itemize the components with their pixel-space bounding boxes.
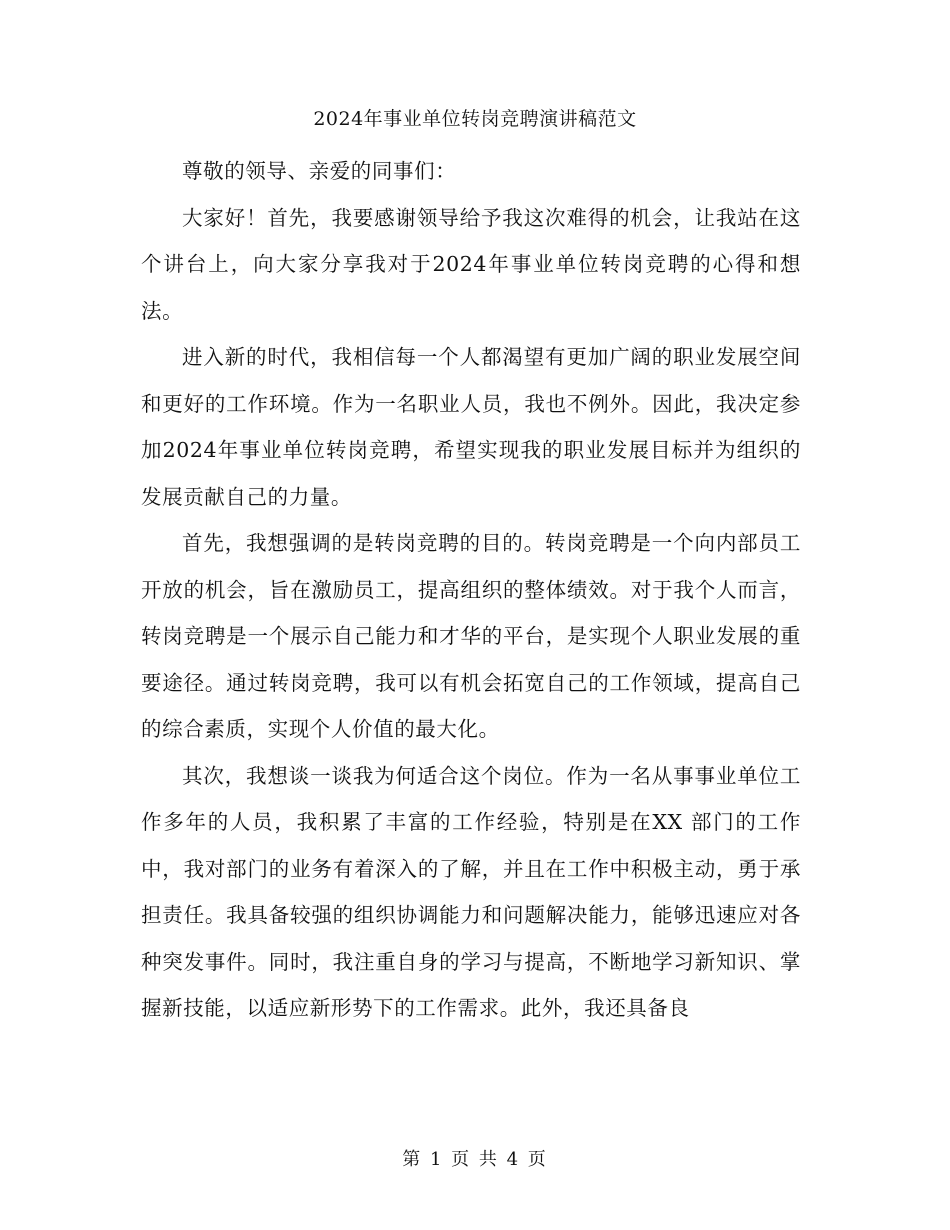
document-title: 2024年事业单位转岗竞聘演讲稿范文 bbox=[313, 108, 637, 130]
paragraph-qualification: 其次，我想谈一谈我为何适合这个岗位。作为一名从事事业单位工作多年的人员，我积累了丰富的工作经验，特别是在XX 部门的工作中，我对部门的业务有着深入的了解，并且在工作中积极主动，勇于承担责任。我具备较强的组织协调能力和问题解决能力，能够迅速应对各种突发事件。同时，我注重自身的学习与提高，不断地学习新知识、掌握新技能，以适应新形势下的工作需求。此外，我还具备良 bbox=[141, 763, 801, 1020]
paragraph-purpose: 首先，我想强调的是转岗竞聘的目的。转岗竞聘是一个向内部员工开放的机会，旨在激励员工，提高组织的整体绩效。对于我个人而言，转岗竞聘是一个展示自己能力和才华的平台，是实现个人职业发展的重要途径。通过转岗竞聘，我可以有机会拓宽自己的工作领域，提高自己的综合素质，实现个人价值的最大化。 bbox=[141, 531, 801, 741]
paragraph-salutation: 尊敬的领导、亲爱的同事们： bbox=[182, 159, 457, 183]
paragraph-motivation: 进入新的时代，我相信每一个人都渴望有更加广阔的职业发展空间和更好的工作环境。作为一名职业人员，我也不例外。因此，我决定参加2024年事业单位转岗竞聘，希望实现我的职业发展目标并为组织的发展贡献自己的力量。 bbox=[141, 345, 801, 509]
page-number-footer: 第 1 页 共 4 页 bbox=[402, 1149, 548, 1170]
document-body bbox=[141, 148, 801, 1032]
paragraph-greeting: 大家好！首先，我要感谢领导给予我这次难得的机会，让我站在这个讲台上，向大家分享我对于2024年事业单位转岗竞聘的心得和想法。 bbox=[141, 205, 801, 323]
